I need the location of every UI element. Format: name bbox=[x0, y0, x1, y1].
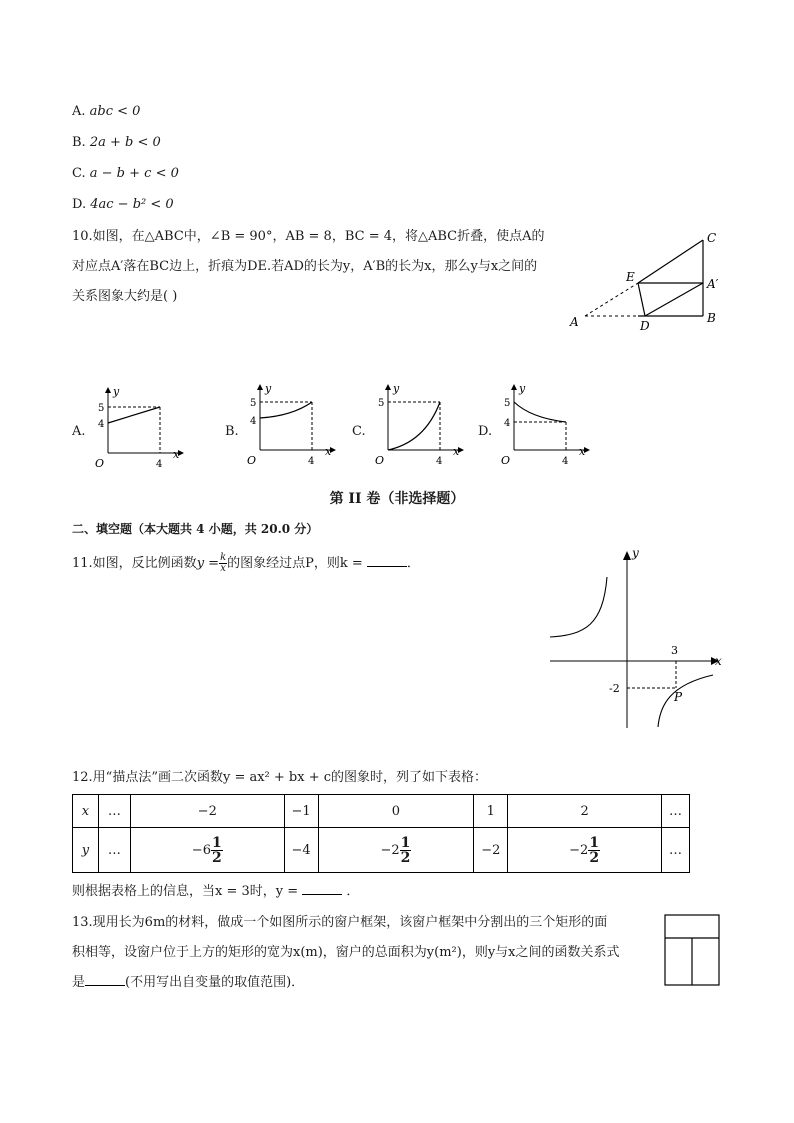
q10-stem bbox=[72, 222, 562, 312]
tick-5: 5 bbox=[378, 398, 385, 409]
q11-graph bbox=[545, 545, 725, 735]
mixed-number-frac bbox=[211, 836, 223, 865]
q9-option-a[interactable] bbox=[72, 104, 140, 119]
frac-den: 2 bbox=[400, 849, 411, 866]
q11-frac-den: x bbox=[220, 563, 226, 574]
frac-den: 2 bbox=[211, 849, 222, 866]
segment-ed bbox=[638, 283, 645, 316]
table-cell bbox=[130, 828, 284, 873]
tick-x4: 4 bbox=[156, 459, 163, 470]
table-cell: −4 bbox=[284, 828, 318, 873]
segment-ec bbox=[638, 240, 703, 283]
q10-choice-c-letter[interactable]: C. bbox=[352, 424, 366, 439]
table-cell: y bbox=[73, 828, 99, 873]
table-cell: 1 bbox=[474, 795, 508, 828]
graph-curve bbox=[388, 402, 440, 450]
q10-choice-b-graph[interactable] bbox=[242, 382, 342, 470]
option-letter: D. bbox=[72, 197, 87, 212]
q13-answer-blank[interactable] bbox=[85, 972, 125, 986]
y-label: y bbox=[113, 385, 120, 398]
table-row-y bbox=[73, 828, 690, 873]
tick-x4: 4 bbox=[308, 456, 315, 467]
table-cell: 0 bbox=[318, 795, 474, 828]
q10-choice-a-graph[interactable] bbox=[90, 385, 190, 470]
q13-line1: 13.现用长为6m的材料，做成一个如图所示的窗户框架，该窗户框架中分割出的三个矩形的面 bbox=[72, 915, 608, 930]
option-letter: C. bbox=[72, 166, 86, 181]
graph-curve bbox=[260, 402, 312, 418]
table-cell: −1 bbox=[284, 795, 318, 828]
point-p-label: P bbox=[674, 690, 683, 704]
y-arrow-icon bbox=[257, 384, 263, 390]
label-a: A bbox=[570, 315, 579, 329]
q12-answer-blank[interactable] bbox=[302, 881, 342, 895]
segment-da-prime bbox=[645, 283, 703, 316]
curve-quadrant-4 bbox=[658, 675, 713, 727]
q12-table bbox=[72, 794, 690, 873]
y-arrow-icon bbox=[385, 384, 391, 390]
y-arrow-icon bbox=[623, 551, 631, 560]
q12-question bbox=[72, 880, 359, 899]
y-tick-neg2: -2 bbox=[609, 682, 620, 695]
q10-line3: 关系图象大约是( ) bbox=[72, 289, 178, 304]
label-a-prime: A′ bbox=[707, 277, 719, 291]
q13-stem bbox=[72, 908, 654, 998]
table-cell: … bbox=[98, 795, 130, 828]
section-two-heading: 二、填空题（本大题共 4 小题，共 20.0 分） bbox=[72, 522, 319, 536]
q12-after-end: ． bbox=[346, 884, 360, 899]
y-label: y bbox=[519, 382, 526, 395]
y-label: y bbox=[393, 382, 400, 395]
label-e: E bbox=[626, 270, 635, 284]
q11-end: ． bbox=[406, 556, 420, 571]
q10-triangle-figure bbox=[560, 228, 730, 338]
label-c: C bbox=[707, 231, 717, 245]
y-arrow-icon bbox=[511, 384, 517, 390]
q11-text-after: 的图象经过点P，则k = bbox=[227, 556, 363, 571]
table-cell: … bbox=[661, 795, 689, 828]
tick-5: 5 bbox=[250, 398, 257, 409]
x-label: x bbox=[453, 445, 460, 458]
q10-choice-b-letter[interactable]: B. bbox=[225, 424, 239, 439]
frac-num: 1 bbox=[589, 834, 600, 851]
q12-after-text: 则根据表格上的信息，当x = 3时，y = bbox=[72, 884, 299, 899]
q11-stem bbox=[72, 553, 420, 575]
origin-label: O bbox=[95, 457, 105, 470]
option-expr: abc < 0 bbox=[89, 104, 141, 119]
q13-line3-end: (不用写出自变量的取值范围)． bbox=[125, 975, 305, 990]
q13-line3-wrap bbox=[72, 968, 654, 998]
table-cell: −2 bbox=[130, 795, 284, 828]
q11-text-before: 11.如图，反比例函数 bbox=[72, 556, 197, 571]
frac-num: 1 bbox=[400, 834, 411, 851]
q11-func-y: y = bbox=[196, 556, 220, 571]
y-arrow-icon bbox=[105, 387, 111, 393]
curve-quadrant-2 bbox=[550, 577, 607, 637]
q9-option-d[interactable] bbox=[72, 197, 174, 212]
q10-choice-a-letter[interactable]: A. bbox=[72, 424, 86, 439]
q13-line2: 积相等，设窗户位于上方的矩形的宽为x(m)，窗户的总面积为y(m²)，则y与x之间的函数关系式 bbox=[72, 945, 620, 960]
x-label: x bbox=[173, 448, 180, 461]
table-row-x bbox=[73, 795, 690, 828]
x-label: x bbox=[325, 445, 332, 458]
option-expr: a − b + c < 0 bbox=[89, 166, 179, 181]
q11-answer-blank[interactable] bbox=[367, 553, 407, 567]
label-b: B bbox=[707, 311, 716, 325]
tick-5: 5 bbox=[98, 403, 105, 414]
frac-num: 1 bbox=[211, 834, 222, 851]
q9-option-c[interactable] bbox=[72, 166, 179, 181]
option-letter: B. bbox=[72, 135, 86, 150]
q10-choice-d-letter[interactable]: D. bbox=[478, 424, 493, 439]
table-cell bbox=[508, 828, 662, 873]
q11-frac-num: k bbox=[220, 552, 227, 563]
table-cell: −2 bbox=[474, 828, 508, 873]
label-d: D bbox=[640, 319, 650, 333]
table-cell bbox=[318, 828, 474, 873]
graph-line bbox=[108, 407, 160, 423]
tick-x4: 4 bbox=[562, 456, 569, 467]
q10-line2: 对应点A′落在BC边上，折痕为DE.若AD的长为y，A′B的长为x，那么y与x之间的 bbox=[72, 259, 538, 274]
tick-5: 5 bbox=[504, 398, 511, 409]
y-label: y bbox=[632, 546, 639, 560]
x-label: x bbox=[715, 654, 722, 668]
option-expr: 4ac − b² < 0 bbox=[90, 197, 174, 212]
q10-line1: 10.如图，在△ABC中，∠B = 90°，AB = 8，BC = 4，将△ABC折叠，使点A的 bbox=[72, 229, 545, 244]
option-expr: 2a + b < 0 bbox=[89, 135, 161, 150]
q13-window-figure bbox=[664, 914, 720, 986]
tick-4: 4 bbox=[98, 419, 105, 430]
x-label: x bbox=[579, 445, 586, 458]
y-label: y bbox=[265, 382, 272, 395]
tick-x4: 4 bbox=[436, 456, 443, 467]
tick-4: 4 bbox=[250, 416, 257, 427]
q9-option-b[interactable] bbox=[72, 135, 161, 150]
table-cell: 2 bbox=[508, 795, 662, 828]
q13-line3: 是 bbox=[72, 975, 86, 990]
origin-label: O bbox=[501, 454, 511, 467]
mixed-number-frac bbox=[588, 836, 600, 865]
section-title: 第 II 卷（非选择题） bbox=[329, 491, 465, 507]
option-letter: A. bbox=[72, 104, 86, 119]
tick-4: 4 bbox=[504, 418, 511, 429]
q10-choice-d-graph[interactable] bbox=[496, 382, 596, 470]
q10-choice-c-graph[interactable] bbox=[370, 382, 470, 470]
q11-fraction bbox=[219, 553, 227, 574]
mixed-number-sign: −2 bbox=[380, 842, 400, 858]
origin-label: O bbox=[375, 454, 385, 467]
q12-stem: 12.用“描点法”画二次函数y = ax² + bx + c的图象时，列了如下表格： bbox=[72, 770, 488, 785]
table-cell: … bbox=[661, 828, 689, 873]
table-cell: x bbox=[73, 795, 99, 828]
table-cell: … bbox=[98, 828, 130, 873]
dashed-ae bbox=[585, 283, 638, 316]
mixed-number-sign: −2 bbox=[569, 842, 589, 858]
origin-label: O bbox=[247, 454, 257, 467]
x-tick-3: 3 bbox=[671, 644, 678, 657]
mixed-number-frac bbox=[400, 836, 412, 865]
graph-curve bbox=[514, 402, 566, 422]
mixed-number-sign: −6 bbox=[191, 842, 211, 858]
frac-den: 2 bbox=[589, 849, 600, 866]
